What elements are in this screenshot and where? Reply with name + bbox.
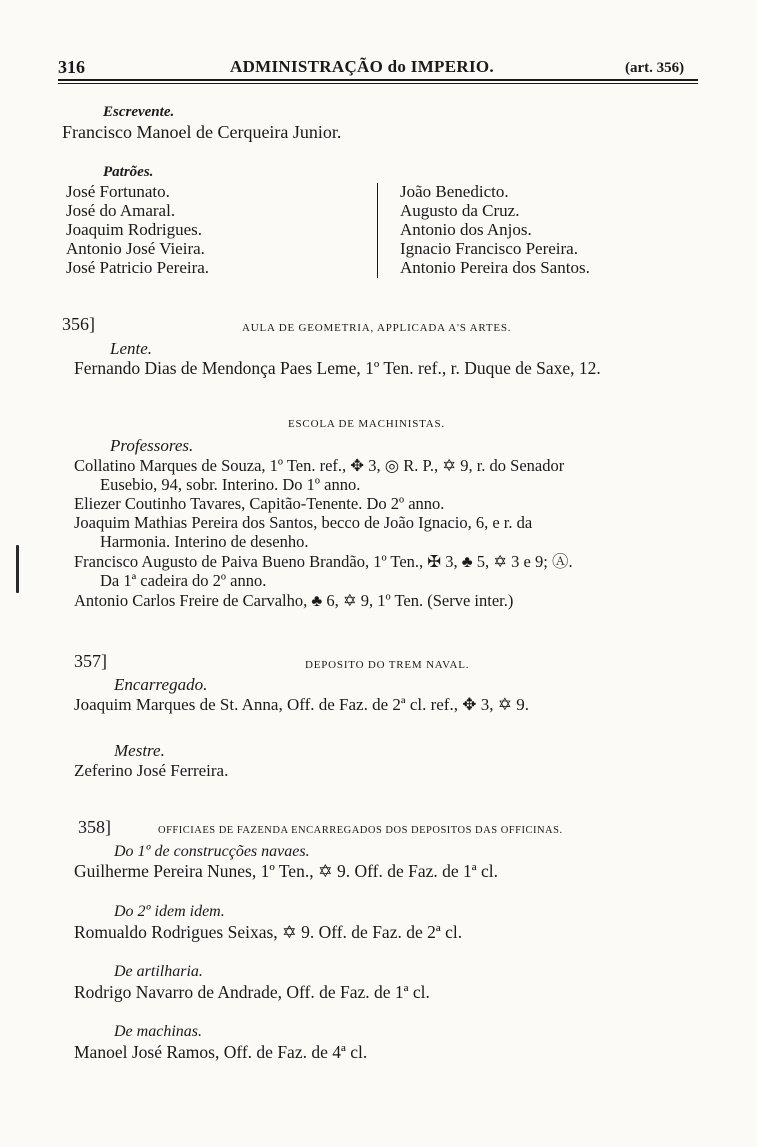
- escrevente-name: Francisco Manoel de Cerqueira Junior.: [62, 122, 342, 142]
- patrao-left-2: José do Amaral.: [66, 201, 176, 220]
- patrao-left-1: José Fortunato.: [66, 182, 170, 201]
- section-357-title: DEPOSITO DO TREM NAVAL.: [305, 659, 470, 671]
- escola-line-2: Eusebio, 94, sobr. Interino. Do 1º anno.: [100, 475, 361, 494]
- section-357-role-1: Encarregado.: [114, 675, 208, 694]
- section-358-role-3: De artilharia.: [114, 963, 203, 980]
- header-rule: [58, 79, 698, 81]
- patrao-right-5: Antonio Pereira dos Santos.: [400, 258, 590, 277]
- header-rule-thin: [58, 83, 698, 84]
- patrao-left-3: Joaquim Rodrigues.: [66, 220, 202, 239]
- section-356-role: Lente.: [110, 339, 153, 358]
- patrao-right-3: Antonio dos Anjos.: [400, 220, 532, 239]
- section-358-line-4: Manoel José Ramos, Off. de Faz. de 4ª cl.: [74, 1042, 368, 1062]
- section-358-role-4: De machinas.: [114, 1023, 202, 1040]
- section-356-number: 356]: [62, 314, 95, 334]
- escola-line-8: Antonio Carlos Freire de Carvalho, ♣ 6, ✡ 9, 1º Ten. (Serve inter.): [74, 591, 514, 610]
- escola-role: Professores.: [110, 436, 194, 455]
- section-357-line-1: Joaquim Marques de St. Anna, Off. de Faz. de 2ª cl. ref., ✥ 3, ✡ 9.: [74, 695, 529, 714]
- article-reference: (art. 356): [625, 60, 685, 76]
- section-356-title: AULA DE GEOMETRIA, APPLICADA A'S ARTES.: [242, 322, 512, 334]
- section-356-line: Fernando Dias de Mendonça Paes Leme, 1º Ten. ref., r. Duque de Saxe, 12.: [74, 358, 601, 378]
- patrao-right-4: Ignacio Francisco Pereira.: [400, 239, 578, 258]
- section-358-title: OFFICIAES DE FAZENDA ENCARREGADOS DOS DEPOSITOS DAS OFFICINAS.: [158, 825, 563, 836]
- section-358-role-1: Do 1º de construcções navaes.: [114, 843, 310, 860]
- section-357-line-2: Zeferino José Ferreira.: [74, 761, 229, 780]
- section-358-role-2: Do 2º idem idem.: [114, 903, 225, 920]
- section-358-line-1: Guilherme Pereira Nunes, 1º Ten., ✡ 9. Off. de Faz. de 1ª cl.: [74, 861, 498, 881]
- column-divider: [377, 183, 378, 278]
- escola-line-5: Harmonia. Interino de desenho.: [100, 532, 309, 551]
- section-358-line-2: Romualdo Rodrigues Seixas, ✡ 9. Off. de Faz. de 2ª cl.: [74, 922, 463, 942]
- patroes-heading: Patrões.: [103, 164, 154, 180]
- escrevente-heading: Escrevente.: [103, 104, 175, 120]
- escola-line-1: Collatino Marques de Souza, 1º Ten. ref., ✥ 3, ◎ R. P., ✡ 9, r. do Senador: [74, 456, 565, 475]
- escola-line-4: Joaquim Mathias Pereira dos Santos, becco de João Ignacio, 6, e r. da: [74, 513, 533, 532]
- margin-mark: [16, 545, 19, 593]
- section-358-number: 358]: [78, 817, 111, 837]
- section-358-line-3: Rodrigo Navarro de Andrade, Off. de Faz. de 1ª cl.: [74, 982, 430, 1002]
- patrao-right-2: Augusto da Cruz.: [400, 201, 520, 220]
- patrao-right-1: João Benedicto.: [400, 182, 509, 201]
- page-number: 316: [58, 57, 85, 77]
- escola-title: ESCOLA DE MACHINISTAS.: [288, 418, 445, 430]
- section-357-number: 357]: [74, 651, 107, 671]
- running-title: ADMINISTRAÇÃO do IMPERIO.: [230, 57, 494, 76]
- patrao-left-5: José Patricio Pereira.: [66, 258, 210, 277]
- patrao-left-4: Antonio José Vieira.: [66, 239, 205, 258]
- escola-line-6: Francisco Augusto de Paiva Bueno Brandão, 1º Ten., ✠ 3, ♣ 5, ✡ 3 e 9; Ⓐ.: [74, 552, 573, 571]
- escola-line-3: Eliezer Coutinho Tavares, Capitão-Tenente. Do 2º anno.: [74, 494, 445, 513]
- escola-line-7: Da 1ª cadeira do 2º anno.: [100, 571, 267, 590]
- section-357-role-2: Mestre.: [114, 741, 165, 760]
